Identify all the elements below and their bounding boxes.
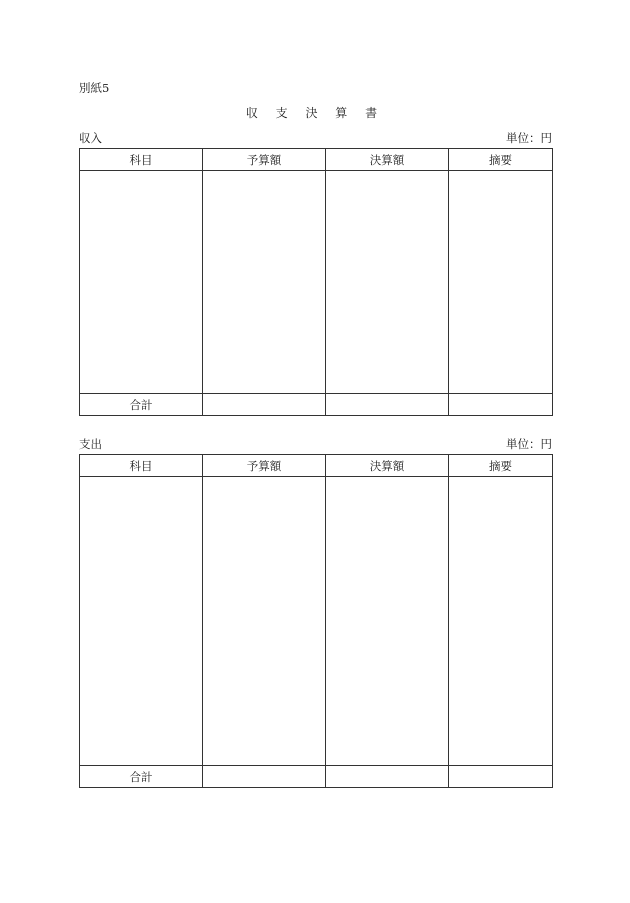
- income-unit-label: 単位：円: [506, 131, 552, 145]
- income-section-label: 収入: [79, 131, 102, 145]
- expense-header-row: [80, 455, 553, 477]
- income-header-row: [80, 149, 553, 171]
- expense-total-label: 合計: [80, 766, 203, 788]
- income-caption: [79, 130, 552, 146]
- expense-table: [79, 454, 553, 788]
- expense-caption: [79, 436, 552, 452]
- expense-total-budget-cell[interactable]: [203, 766, 326, 788]
- income-header-item: 科目: [80, 149, 203, 171]
- expense-body-row: [80, 477, 553, 766]
- income-total-row: [80, 394, 553, 416]
- expense-total-row: [80, 766, 553, 788]
- income-item-cell[interactable]: [80, 171, 203, 394]
- income-note-cell[interactable]: [449, 171, 553, 394]
- expense-header-note: 摘要: [449, 455, 553, 477]
- expense-actual-cell[interactable]: [326, 477, 449, 766]
- income-header-budget: 予算額: [203, 149, 326, 171]
- expense-item-cell[interactable]: [80, 477, 203, 766]
- income-header-note: 摘要: [449, 149, 553, 171]
- expense-budget-cell[interactable]: [203, 477, 326, 766]
- expense-header-item: 科目: [80, 455, 203, 477]
- expense-header-budget: 予算額: [203, 455, 326, 477]
- income-total-note-cell[interactable]: [449, 394, 553, 416]
- income-header-actual: 決算額: [326, 149, 449, 171]
- expense-total-actual-cell[interactable]: [326, 766, 449, 788]
- income-total-label: 合計: [80, 394, 203, 416]
- expense-note-cell[interactable]: [449, 477, 553, 766]
- income-body-row: [80, 171, 553, 394]
- income-total-budget-cell[interactable]: [203, 394, 326, 416]
- expense-unit-label: 単位：円: [506, 437, 552, 451]
- income-actual-cell[interactable]: [326, 171, 449, 394]
- expense-total-note-cell[interactable]: [449, 766, 553, 788]
- expense-section-label: 支出: [79, 437, 102, 451]
- expense-header-actual: 決算額: [326, 455, 449, 477]
- income-total-actual-cell[interactable]: [326, 394, 449, 416]
- income-budget-cell[interactable]: [203, 171, 326, 394]
- document-title: 収 支 決 算 書: [245, 106, 385, 120]
- attachment-label: 別紙5: [79, 81, 110, 95]
- income-table: [79, 148, 553, 416]
